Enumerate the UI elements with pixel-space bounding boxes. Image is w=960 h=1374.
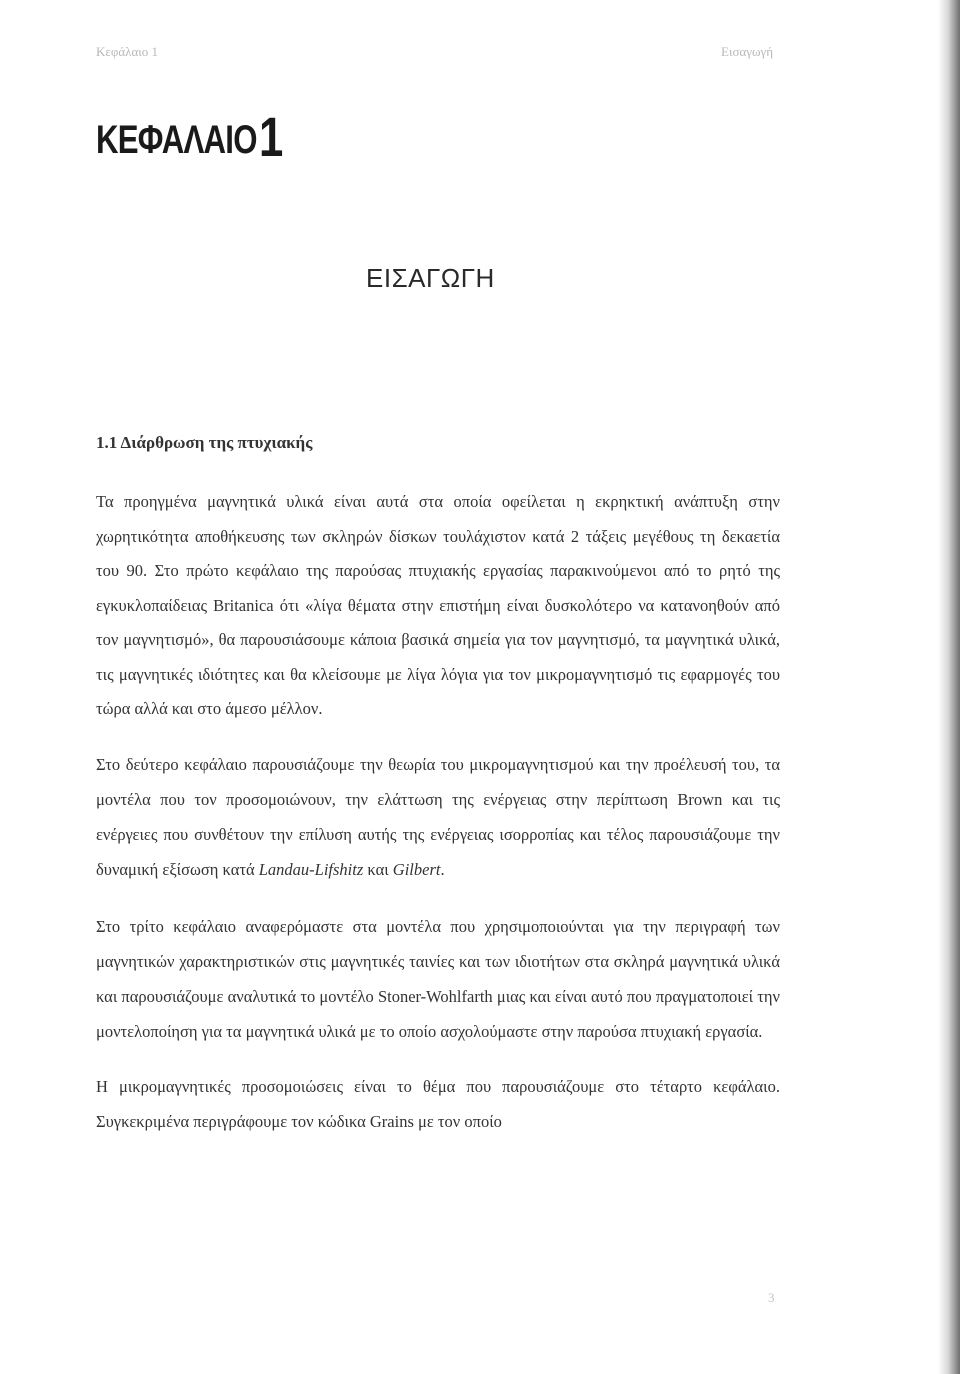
paragraph-2-text-before: Στο δεύτερο κεφάλαιο παρουσιάζουμε την θεωρία του μικρομαγνητισμού και την προέλευσή του, τα μοντέλα που τον προσομοιώνουν, την ελάττωση της ενέργειας στην περίπτωση Brown και τις ενέργειες που συνθέτουν την επίλυση αυτής της ενέργειας ισορροπίας και τέλος παρουσιάζουμε την δυναμική εξίσωση κατά [96, 754, 780, 879]
paragraph-2 [96, 747, 780, 887]
paragraph-2-text-middle: και [363, 859, 393, 879]
body-text [96, 485, 780, 1139]
page-number: 3 [768, 1290, 775, 1305]
chapter-subtitle: ΕΙΣΑΓΩΓΗ [366, 263, 495, 293]
paragraph-4: Η μικρομαγνητικές προσομοιώσεις είναι το θέμα που παρουσιάζουμε στο τέταρτο κεφάλαιο. Συγκεκριμένα περιγράφουμε τον κώδικα Grains με τον οποίο [96, 1076, 780, 1131]
paragraph-1: Τα προηγμένα μαγνητικά υλικά είναι αυτά στα οποία οφείλεται η εκρηκτική ανάπτυξη στην χωρητικότητα αποθήκευσης των σκληρών δίσκων τουλάχιστον κατά 2 τάξεις μεγέθους τη δεκαετία του 90. Στο πρώτο κεφάλαιο της παρούσας πτυχιακής εργασίας παρακινούμενοι από το ρητό της εγκυκλοπαίδειας Britanica ότι «λίγα θέματα στην επιστήμη είναι δυσκολότερο να κατανοηθούν από τον μαγνητισμό», θα παρουσιάσουμε κάποια βασικά σημεία για τον μαγνητισμό, τα μαγνητικά υλικά, τις μαγνητικές ιδιότητες και θα κλείσουμε με λίγα λόγια για τον μικρομαγνητισμό τις εφαρμογές του τώρα αλλά και στο άμεσο μέλλον. [96, 492, 780, 718]
paragraph-2-text-after: . [440, 859, 445, 879]
chapter-number: 1 [259, 105, 283, 168]
running-head-chapter: Κεφάλαιο 1 [96, 44, 159, 59]
section-heading: 1.1 Διάρθρωση της πτυχιακής [96, 433, 313, 452]
running-head-title: Εισαγωγή [721, 44, 774, 59]
paragraph-3: Στο τρίτο κεφάλαιο αναφερόμαστε στα μοντέλα που χρησιμοποιούνται για την περιγραφή των μαγνητικών χαρακτηριστικών στις μαγνητικές ταινίες και των ιδιοτήτων στα σκληρά μαγνητικά υλικά και παρουσιάζουμε αναλυτικά το μοντέλο Stoner-Wohlfarth μιας και είναι αυτό που πραγματοποιεί την μοντελοποίηση για τα μαγνητικά υλικά με το οποίο ασχολούμαστε στην παρούσα πτυχιακή εργασία. [96, 916, 780, 1041]
page-edge-shadow [938, 0, 960, 1374]
paragraph-2-italic-gilbert: Gilbert [392, 859, 441, 879]
paragraph-2-italic-landau: Landau-Lifshitz [258, 859, 364, 879]
chapter-title [96, 104, 283, 169]
chapter-word: ΚΕΦΑΛΑΙΟ [96, 118, 257, 162]
